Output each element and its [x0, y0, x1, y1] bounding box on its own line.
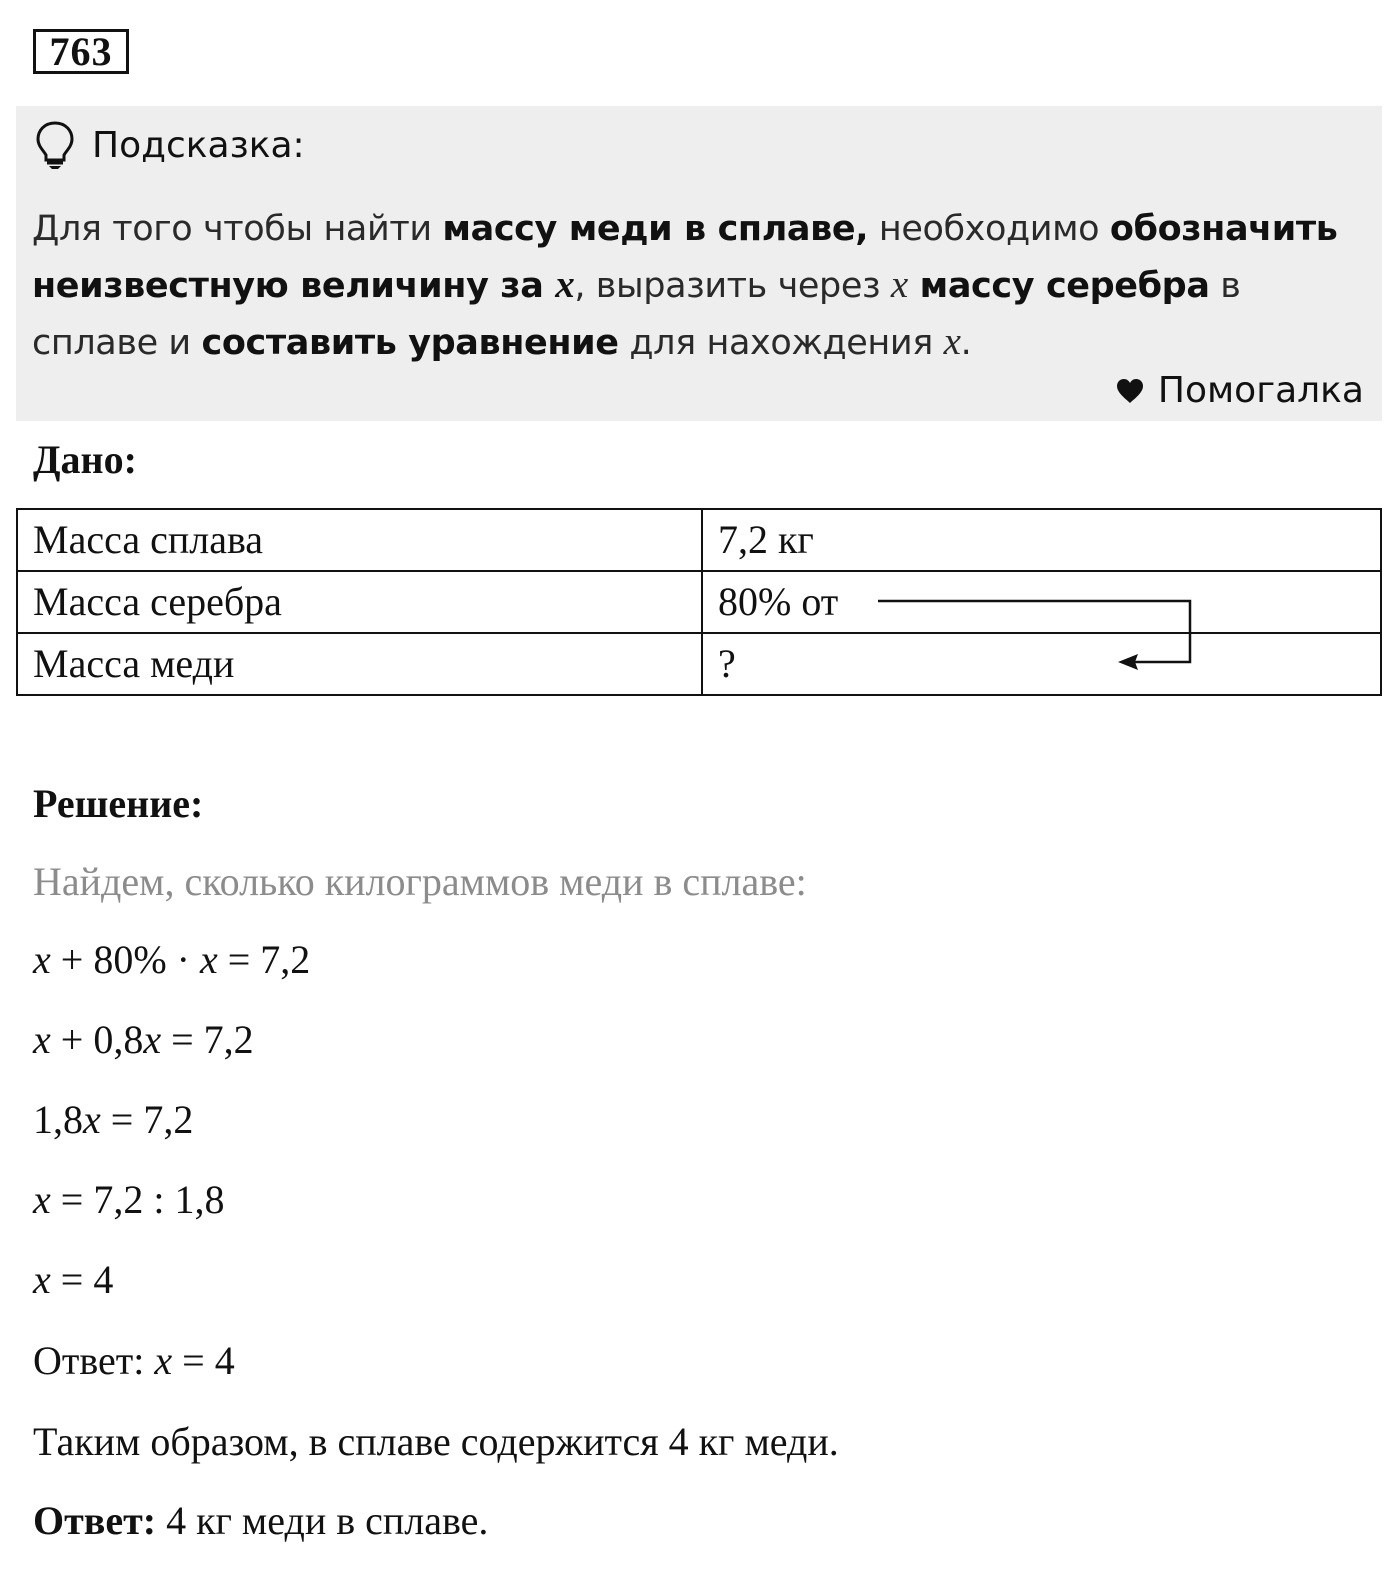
table-cell: 7,2 кг: [702, 509, 1381, 571]
equation-line: x + 80% · x = 7,2: [33, 937, 311, 982]
equation-line: x = 4: [33, 1257, 114, 1302]
equation-line: x + 0,8x = 7,2: [33, 1017, 254, 1062]
lightbulb-icon: [34, 120, 76, 170]
reference-arrow-icon: [870, 590, 1200, 680]
hint-text: Для того чтобы найти массу меди в сплаве, необходимо обозначить неизвестную величину за x, выразить через x массу серебра в сплаве и составить уравнение для нахождения x.: [32, 209, 1338, 363]
solution-intro: Найдем, сколько килограммов меди в сплаве:: [33, 859, 807, 904]
conclusion-line: Таким образом, в сплаве содержится 4 кг меди.: [33, 1419, 839, 1464]
solution-heading: Решение:: [33, 781, 204, 826]
table-cell: Масса меди: [17, 633, 702, 695]
final-answer-line: Ответ: 4 кг меди в сплаве.: [33, 1498, 489, 1543]
equation-line: x = 7,2 : 1,8: [33, 1177, 225, 1222]
table-cell: 80% от: [702, 571, 1381, 633]
table-row: [17, 509, 1381, 571]
credit: [1116, 370, 1364, 411]
credit-label: Помогалка: [1157, 370, 1364, 411]
equation-line: 1,8x = 7,2: [33, 1097, 194, 1142]
answer-x-line: Ответ: x = 4: [33, 1338, 235, 1383]
table-cell: Масса сплава: [17, 509, 702, 571]
given-heading: Дано:: [33, 437, 137, 482]
hint-box: [16, 106, 1382, 421]
table-cell: Масса серебра: [17, 571, 702, 633]
hint-header: [34, 120, 305, 170]
problem-number: 763: [33, 29, 129, 74]
table-cell: ?: [702, 633, 1381, 695]
hint-title: Подсказка:: [92, 124, 305, 166]
heart-icon: [1116, 378, 1144, 404]
